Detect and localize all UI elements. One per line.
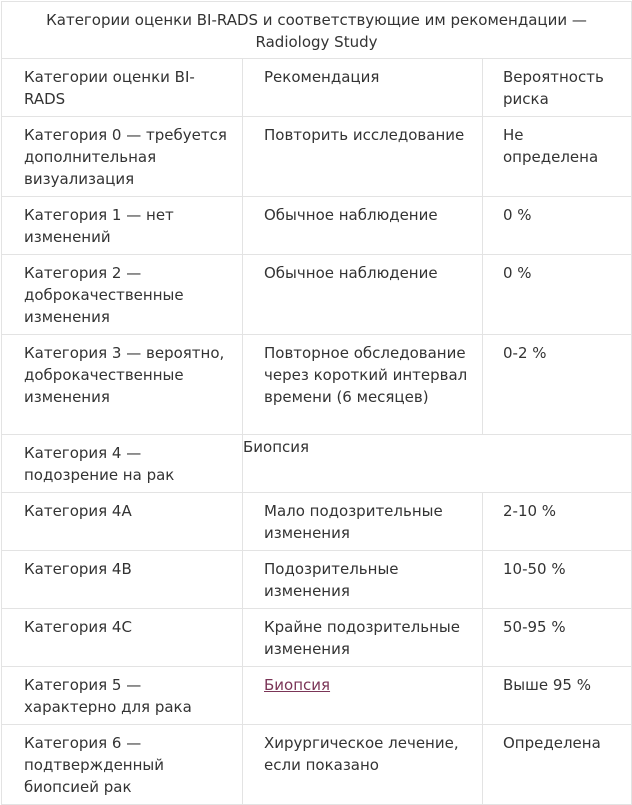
risk-cell: Не определена bbox=[483, 117, 632, 197]
risk-cell: 0 % bbox=[483, 255, 632, 335]
table-caption: Категории оценки BI-RADS и соответствующие им рекомендации — Radiology Study bbox=[2, 2, 632, 59]
recommendation-cell: Крайне подозрительные изменения bbox=[243, 609, 483, 667]
column-header-recommendation: Рекомендация bbox=[243, 59, 483, 117]
table-row bbox=[2, 255, 632, 335]
table-row bbox=[2, 335, 632, 435]
category-cell: Категория 2 — доброкачественные изменения bbox=[2, 255, 243, 335]
birads-table bbox=[1, 1, 632, 805]
recommendation-cell bbox=[243, 667, 483, 725]
recommendation-cell: Мало подозрительные изменения bbox=[243, 493, 483, 551]
column-header-risk: Вероятность риска bbox=[483, 59, 632, 117]
category-cell: Категория 3 — вероятно, доброкачественные изменения bbox=[2, 335, 243, 435]
recommendation-cell: Хирургическое лечение, если показано bbox=[243, 725, 483, 805]
recommendation-cell: Обычное наблюдение bbox=[243, 197, 483, 255]
risk-cell: 0-2 % bbox=[483, 335, 632, 435]
risk-cell: Определена bbox=[483, 725, 632, 805]
header-row bbox=[2, 59, 632, 117]
category-cell: Категория 4A bbox=[2, 493, 243, 551]
merged-recommendation-cell: Биопсия bbox=[243, 435, 632, 493]
table-row bbox=[2, 725, 632, 805]
risk-cell: 10-50 % bbox=[483, 551, 632, 609]
risk-cell: 50-95 % bbox=[483, 609, 632, 667]
risk-cell: Выше 95 % bbox=[483, 667, 632, 725]
table-row bbox=[2, 117, 632, 197]
recommendation-cell: Обычное наблюдение bbox=[243, 255, 483, 335]
recommendation-cell: Повторное обследование через короткий интервал времени (6 месяцев) bbox=[243, 335, 483, 435]
category-cell: Категория 4C bbox=[2, 609, 243, 667]
table-row bbox=[2, 551, 632, 609]
table-row bbox=[2, 609, 632, 667]
category-cell: Категория 4 — подозрение на рак bbox=[2, 435, 243, 493]
table-row bbox=[2, 435, 632, 493]
risk-cell: 0 % bbox=[483, 197, 632, 255]
table-row bbox=[2, 493, 632, 551]
biopsy-link[interactable]: Биопсия bbox=[264, 676, 331, 694]
category-cell: Категория 4B bbox=[2, 551, 243, 609]
table-row bbox=[2, 667, 632, 725]
category-cell: Категория 0 — требуется дополнительная визуализация bbox=[2, 117, 243, 197]
category-cell: Категория 1 — нет изменений bbox=[2, 197, 243, 255]
table-row bbox=[2, 197, 632, 255]
recommendation-cell: Подозрительные изменения bbox=[243, 551, 483, 609]
recommendation-cell: Повторить исследование bbox=[243, 117, 483, 197]
category-cell: Категория 6 — подтвержденный биопсией рак bbox=[2, 725, 243, 805]
column-header-category: Категории оценки BI-RADS bbox=[2, 59, 243, 117]
risk-cell: 2-10 % bbox=[483, 493, 632, 551]
category-cell: Категория 5 — характерно для рака bbox=[2, 667, 243, 725]
caption-row bbox=[2, 2, 632, 59]
